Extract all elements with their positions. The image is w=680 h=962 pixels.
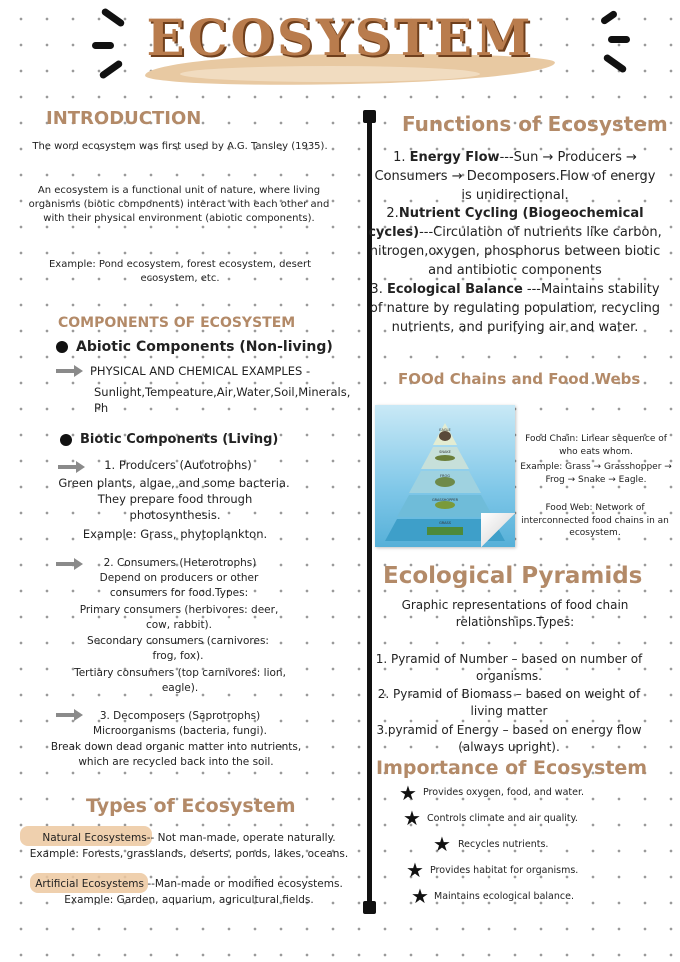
types-heading: Types of Ecosystem [86,795,296,817]
divider-cap-top [363,110,376,123]
importance-item: Provides oxygen, food, and water. [423,787,585,798]
star-icon: ★ [411,884,429,908]
star-icon: ★ [399,781,417,805]
arrow-icon [56,557,84,571]
consumers-line: Primary consumers (herbivores: deer, cow, rabbit). [79,604,279,631]
f3-bold: Ecological Balance [386,282,523,297]
f2-num: 2. [386,206,399,221]
natural-ecosystems [24,831,354,846]
food-web-text: Food Web: Network of interconnected food chains in an ecosystem. [521,503,669,538]
intro-heading: INTRODUCTION [46,108,202,129]
intro-paragraph-1: The word ecosystem was first used by A.G. Tansley (1935). [32,141,328,152]
food-chain-text: Food Chain: Linear sequence of who eats whom. [525,434,667,457]
star-icon: ★ [433,832,451,856]
star-icon: ★ [403,806,421,830]
natural-example: Example: Forests, grasslands, deserts, ponds, lakes, oceans. [29,848,349,860]
function-ecological-balance [368,280,662,337]
consumers-line: Tertiary consumers (top carnivores: lion, eagle). [74,667,286,694]
producers-title: 1. Producers (Autotrophs) [104,458,252,472]
natural-text: -- Not man-made, operate naturally. [146,832,336,844]
abiotic-title-text: Abiotic Components (Non-living) [76,339,333,355]
pyramid-type-item: 3.pyramid of Energy – based on energy flow (always upright). [376,723,642,754]
food-pyramid-image [375,405,515,547]
f3-num: 3. [370,282,387,297]
f3-text: ---Maintains stability of nature by regulating population, recycling nutrients, and purifying air and water. [369,282,661,335]
divider-cap-bottom [363,901,376,914]
importance-item: Provides habitat for organisms. [430,865,579,876]
decor-dash [92,42,114,49]
pyramid-level-label: SNAKE [439,450,451,454]
arrow-icon [58,460,86,474]
intro-paragraph-2: An ecosystem is a functional unit of nature, where living organisms (biotic components) interact with each other and with their physical environment (abiotic components). [28,185,330,224]
star-icon: ★ [406,858,424,882]
consumers-line: Secondary consumers (carnivores: frog, fox). [87,635,269,662]
importance-heading: Importance of Ecosystem [376,757,648,779]
artificial-text: --Man-made or modified ecosystems. [144,878,343,890]
decor-dash [608,36,630,43]
decomposers-title: 3. Decomposers (Saprotrophs) [99,710,261,722]
producers-line: Green plants, algae, and some bacteria. [58,476,290,490]
pyramids-intro: Graphic representations of food chain relationships.Types: [401,598,629,629]
bullet-dot [60,434,72,446]
pyramids-heading: Ecological Pyramids [383,563,643,589]
page-title: ECOSYSTEM [146,8,534,67]
pyramid-level-label: EAGLE [439,428,451,432]
natural-label: Natural Ecosystems [42,832,147,844]
arrow-icon [56,364,84,378]
function-nutrient-cycling [368,204,662,280]
arrow-icon [56,708,84,722]
intro-paragraph-3: Example: Pond ecosystem, forest ecosystem, desert ecosystem, etc. [48,259,312,284]
importance-item: Recycles nutrients. [458,839,549,850]
brush-stroke-inner [180,66,480,82]
pyramid-level-label: GRASSHOPPER [431,498,459,502]
consumers-title: 2. Consumers (Heterotrophs) [103,557,257,569]
decomposers-line: Microorganisms (bacteria, fungi). [93,725,267,737]
importance-item: Maintains ecological balance. [434,891,574,902]
pyramid-type-item: 1. Pyramid of Number – based on number of organisms. [375,652,643,683]
importance-item: Controls climate and air quality. [427,813,578,824]
bullet-dot [56,341,68,353]
decomposers-line: Break down dead organic matter into nutrients, which are recycled back into the soil. [50,741,302,768]
title-banner [0,0,680,90]
abiotic-subtitle: PHYSICAL AND CHEMICAL EXAMPLES - [90,364,311,378]
f1-text: ---Sun → Producers → Consumers → Decomposers.Flow of energy is unidirectional. [374,150,656,203]
abiotic-examples: Sunlight,Tempeature,Air,Water,Soil,Minerals, Ph [94,385,351,415]
consumers-line: Depend on producers or other consumers for food.Types: [99,572,259,599]
pyramid-level-label: FROG [440,474,450,478]
f1-num: 1. [393,150,410,165]
food-chain-example: Example: Grass → Grasshopper → Frog → Snake → Eagle. [520,462,672,485]
artificial-ecosystems [24,877,354,892]
artificial-label: Artificial Ecosystems [35,878,144,890]
page-curl [481,513,515,547]
producers-line: They prepare food through photosynthesis. [97,492,253,522]
components-heading: COMPONENTS OF ECOSYSTEM [58,315,296,331]
abiotic-title [56,337,333,357]
functions-heading: Functions of Ecosystem [402,112,668,136]
pyramid-level-label: GRASS [439,521,451,525]
function-energy-flow [368,148,662,205]
biotic-title-text: Biotic Components (Living) [80,432,279,447]
food-heading: FOOd Chains and Food Webs [398,370,641,388]
pyramid-type-item: 2. Pyramid of Biomass – based on weight of living matter [377,687,641,718]
f2-bold: Nutrient Cycling (Biogeochemical cycles) [368,206,644,240]
f1-bold: Energy Flow [409,150,500,165]
biotic-title [60,430,278,450]
f2-text: ---Circulation of nutrients like carbon, nitrogen,oxygen, phosphorus between biotic and antibiotic components [369,225,662,278]
artificial-example: Example: Garden, aquarium, agricultural fields. [64,894,314,906]
producers-example: Example: Grass, phytoplankton. [82,527,268,541]
